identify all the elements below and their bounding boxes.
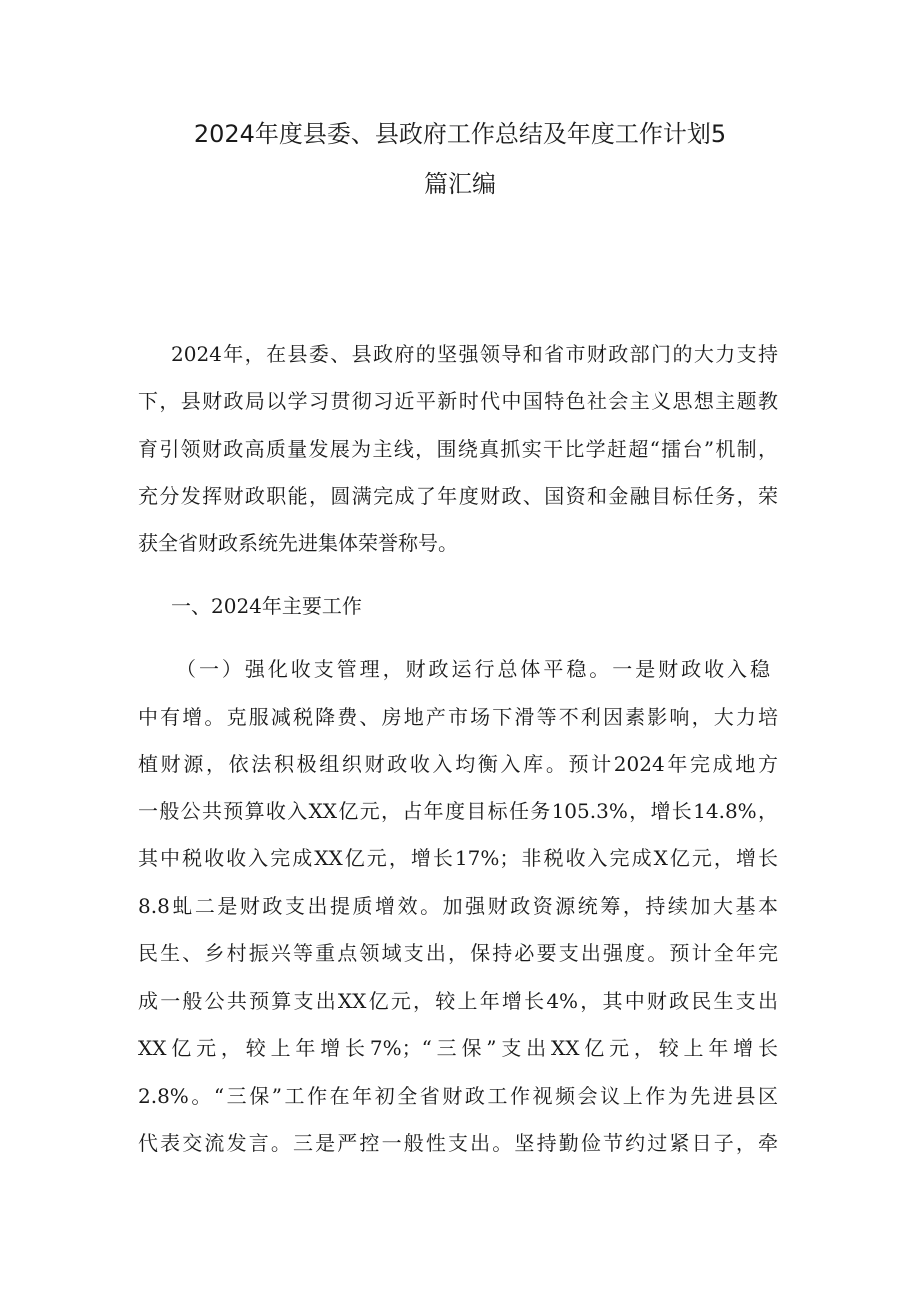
intro-paragraph-line: 下，县财政局以学习贯彻习近平新时代中国特色社会主义思想主题教 <box>138 389 778 413</box>
section-heading: 一、2024年主要工作 <box>171 594 362 618</box>
section-paragraph-line: 成一般公共预算支出XX亿元，较上年增长4%，其中财政民生支出 <box>138 989 778 1013</box>
section-paragraph-line: 代表交流发言。三是严控一般性支出。坚持勤俭节约过紧日子，牵 <box>138 1131 778 1155</box>
section-paragraph-line: 2.8%。“三保”工作在年初全省财政工作视频会议上作为先进县区 <box>138 1084 778 1108</box>
intro-paragraph-line: 充分发挥财政职能，圆满完成了年度财政、国资和金融目标任务，荣 <box>138 484 778 508</box>
intro-paragraph-line: 获全省财政系统先进集体荣誉称号。 <box>138 531 458 555</box>
document-title-line-2: 篇汇编 <box>424 170 496 198</box>
section-paragraph-line: 8.8虬二是财政支出提质增效。加强财政资源统筹，持续加大基本 <box>138 894 778 918</box>
section-paragraph-line: XX亿元，较上年增长7%；“三保”支出XX亿元，较上年增长 <box>138 1036 778 1060</box>
section-paragraph-line: 植财源，依法积极组织财政收入均衡入库。预计2024年完成地方 <box>138 752 778 776</box>
intro-paragraph-line: 育引领财政高质量发展为主线，围绕真抓实干比学赶超“擂台”机制， <box>138 437 778 461</box>
intro-paragraph-line: 2024年，在县委、县政府的坚强领导和省市财政部门的大力支持 <box>171 342 778 366</box>
section-paragraph-line: （一）强化收支管理，财政运行总体平稳。一是财政收入稳 <box>176 657 770 681</box>
document-title-line-1: 2024年度县委、县政府工作总结及年度工作计划5 <box>193 120 727 148</box>
section-paragraph-line: 一般公共预算收入XX亿元，占年度目标任务105.3%，增长14.8%， <box>138 799 778 823</box>
section-paragraph-line: 其中税收收入完成XX亿元，增长17%；非税收入完成X亿元，增长 <box>138 846 778 870</box>
section-paragraph-line: 民生、乡村振兴等重点领域支出，保持必要支出强度。预计全年完 <box>138 941 778 965</box>
section-paragraph-line: 中有增。克服减税降费、房地产市场下滑等不利因素影响，大力培 <box>138 705 778 729</box>
